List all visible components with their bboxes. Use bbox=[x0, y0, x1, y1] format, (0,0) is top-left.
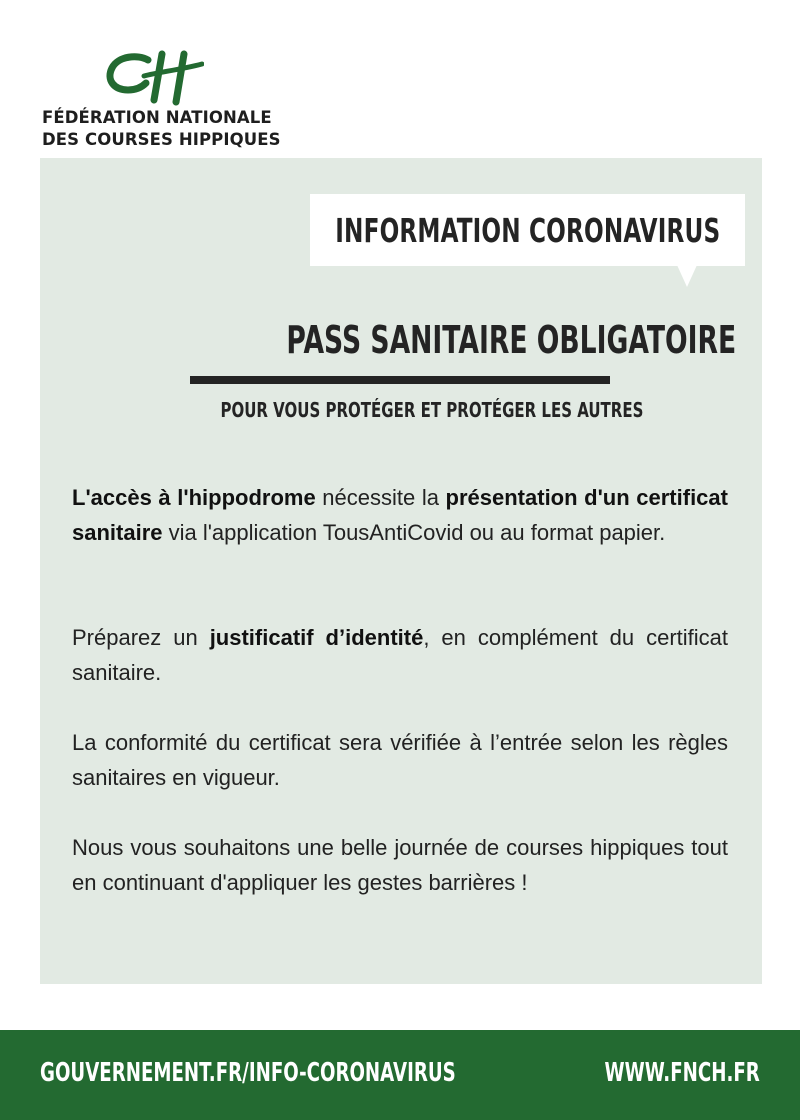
footer-gov-link-text: GOUVERNEMENT.FR/INFO-CORONAVIRUS bbox=[40, 1058, 456, 1088]
paragraph-conformity: La conformité du certificat sera vérifiée à l’entrée selon les règles sanitaires en vigueur. bbox=[72, 730, 728, 790]
footer-fnch-link-text: WWW.FNCH.FR bbox=[604, 1058, 760, 1088]
paragraph-wishes: Nous vous souhaitons une belle journée de courses hippiques tout en continuant d'appliquer les gestes barrières ! bbox=[72, 835, 728, 895]
title-underline bbox=[190, 376, 610, 384]
p1-text-2: via l'application TousAntiCovid ou au format papier. bbox=[162, 520, 666, 545]
p2-text-2: , en complément du certificat sanitaire. bbox=[72, 625, 729, 685]
footer-fnch-link[interactable] bbox=[538, 1058, 760, 1088]
p1-text-1: nécessite la bbox=[315, 485, 446, 510]
p2-text-1: Préparez un bbox=[72, 625, 210, 650]
p1-bold-1: L'accès à l'hippodrome bbox=[72, 485, 316, 510]
paragraph-identity bbox=[72, 620, 728, 690]
bubble-title: INFORMATION CORONAVIRUS bbox=[335, 210, 721, 250]
page-subtitle-text: POUR VOUS PROTÉGER ET PROTÉGER LES AUTRES bbox=[220, 398, 644, 422]
fnch-monogram-logo bbox=[104, 50, 204, 108]
page-title-text: PASS SANITAIRE OBLIGATOIRE bbox=[286, 318, 737, 362]
p2-bold-1: justificatif d’identité bbox=[209, 625, 424, 650]
footer-bar bbox=[0, 1030, 800, 1120]
speech-bubble-tail bbox=[677, 265, 697, 287]
paragraph-access bbox=[72, 480, 728, 550]
page-title bbox=[190, 318, 737, 362]
logo-line-federation: FÉDÉRATION NATIONALE bbox=[42, 108, 272, 127]
fnch-logo bbox=[42, 50, 282, 160]
speech-bubble bbox=[310, 194, 745, 266]
page-subtitle bbox=[150, 398, 650, 422]
p1-bold-2: présentation d'un certificat sanitaire bbox=[72, 485, 728, 545]
logo-line-courses: DES COURSES HIPPIQUES bbox=[42, 130, 281, 149]
